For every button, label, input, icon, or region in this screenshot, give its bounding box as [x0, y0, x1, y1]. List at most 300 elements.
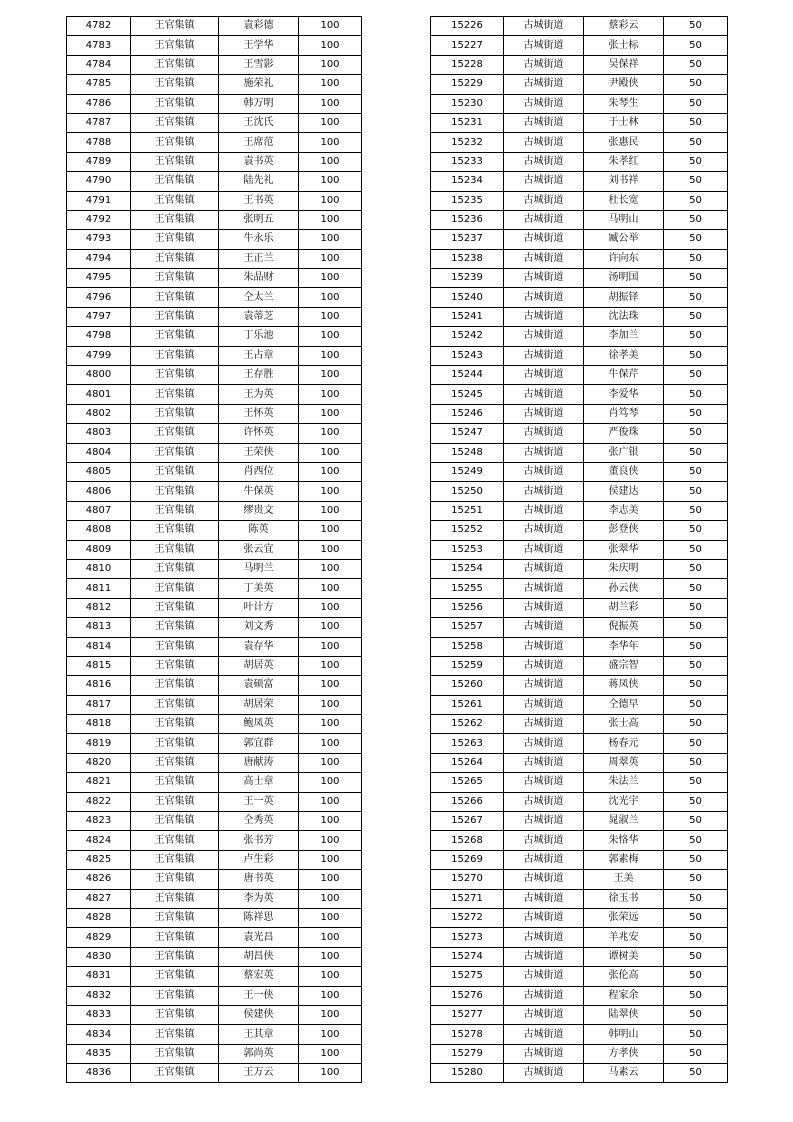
town-cell: 古城街道 [504, 269, 584, 288]
row-number-cell: 15245 [431, 385, 504, 404]
row-number-cell: 4807 [67, 501, 131, 520]
row-number-cell: 4803 [67, 424, 131, 443]
table-row [67, 812, 362, 831]
table-row [431, 656, 728, 675]
row-number-cell: 15272 [431, 908, 504, 927]
town-cell: 古城街道 [504, 870, 584, 889]
name-cell: 王正兰 [219, 249, 299, 268]
name-cell: 王占章 [219, 346, 299, 365]
name-cell: 肖西位 [219, 462, 299, 481]
amount-cell: 50 [664, 792, 728, 811]
amount-cell: 100 [299, 36, 362, 55]
amount-cell: 100 [299, 1064, 362, 1083]
amount-cell: 50 [664, 773, 728, 792]
row-number-cell: 4789 [67, 152, 131, 171]
amount-cell: 50 [664, 870, 728, 889]
town-cell: 王官集镇 [131, 908, 219, 927]
name-cell: 仝太兰 [219, 288, 299, 307]
table-row [431, 172, 728, 191]
row-number-cell: 15231 [431, 113, 504, 132]
row-number-cell: 4784 [67, 55, 131, 74]
amount-cell: 50 [664, 850, 728, 869]
name-cell: 李爱华 [584, 385, 664, 404]
row-number-cell: 15232 [431, 133, 504, 152]
amount-cell: 100 [299, 462, 362, 481]
table-row [67, 1025, 362, 1044]
town-cell: 古城街道 [504, 288, 584, 307]
town-cell: 古城街道 [504, 443, 584, 462]
table-row [67, 482, 362, 501]
row-number-cell: 15244 [431, 366, 504, 385]
town-cell: 古城街道 [504, 191, 584, 210]
table-row [67, 75, 362, 94]
row-number-cell: 15228 [431, 55, 504, 74]
town-cell: 古城街道 [504, 521, 584, 540]
town-cell: 王官集镇 [131, 598, 219, 617]
town-cell: 古城街道 [504, 55, 584, 74]
amount-cell: 50 [664, 346, 728, 365]
town-cell: 古城街道 [504, 75, 584, 94]
table-row [67, 1005, 362, 1024]
amount-cell: 50 [664, 1025, 728, 1044]
row-number-cell: 4834 [67, 1025, 131, 1044]
name-cell: 胡居荣 [219, 695, 299, 714]
table-row [67, 967, 362, 986]
row-number-cell: 4821 [67, 773, 131, 792]
row-number-cell: 15249 [431, 462, 504, 481]
amount-cell: 50 [664, 443, 728, 462]
town-cell: 王官集镇 [131, 734, 219, 753]
name-cell: 王书英 [219, 191, 299, 210]
name-cell: 胡居英 [219, 656, 299, 675]
town-cell: 古城街道 [504, 1025, 584, 1044]
row-number-cell: 4793 [67, 230, 131, 249]
row-number-cell: 15258 [431, 637, 504, 656]
amount-cell: 100 [299, 17, 362, 36]
table-row [67, 1044, 362, 1063]
row-number-cell: 15240 [431, 288, 504, 307]
town-cell: 王官集镇 [131, 870, 219, 889]
amount-cell: 100 [299, 424, 362, 443]
table-row [67, 366, 362, 385]
row-number-cell: 15280 [431, 1064, 504, 1083]
roster-table-right [430, 16, 728, 1083]
amount-cell: 100 [299, 404, 362, 423]
name-cell: 沈法珠 [584, 307, 664, 326]
name-cell: 王万云 [219, 1064, 299, 1083]
town-cell: 王官集镇 [131, 1005, 219, 1024]
row-number-cell: 15227 [431, 36, 504, 55]
table-row [431, 17, 728, 36]
town-cell: 王官集镇 [131, 172, 219, 191]
town-cell: 王官集镇 [131, 947, 219, 966]
town-cell: 王官集镇 [131, 1064, 219, 1083]
amount-cell: 100 [299, 1005, 362, 1024]
row-number-cell: 15268 [431, 831, 504, 850]
table-row [67, 559, 362, 578]
amount-cell: 50 [664, 269, 728, 288]
name-cell: 仝秀英 [219, 812, 299, 831]
row-number-cell: 15234 [431, 172, 504, 191]
name-cell: 朱法兰 [584, 773, 664, 792]
name-cell: 韩万明 [219, 94, 299, 113]
name-cell: 仝德早 [584, 695, 664, 714]
town-cell: 古城街道 [504, 831, 584, 850]
amount-cell: 100 [299, 579, 362, 598]
amount-cell: 50 [664, 36, 728, 55]
name-cell: 王荣侠 [219, 443, 299, 462]
town-cell: 王官集镇 [131, 521, 219, 540]
name-cell: 袁彩德 [219, 17, 299, 36]
town-cell: 王官集镇 [131, 269, 219, 288]
name-cell: 徐孝美 [584, 346, 664, 365]
town-cell: 王官集镇 [131, 715, 219, 734]
amount-cell: 50 [664, 967, 728, 986]
row-number-cell: 4796 [67, 288, 131, 307]
table-row [431, 928, 728, 947]
town-cell: 王官集镇 [131, 346, 219, 365]
amount-cell: 50 [664, 986, 728, 1005]
town-cell: 古城街道 [504, 424, 584, 443]
table-row [67, 288, 362, 307]
row-number-cell: 15254 [431, 559, 504, 578]
row-number-cell: 4831 [67, 967, 131, 986]
row-number-cell: 15255 [431, 579, 504, 598]
table-row [67, 618, 362, 637]
amount-cell: 100 [299, 753, 362, 772]
table-row [431, 521, 728, 540]
row-number-cell: 4799 [67, 346, 131, 365]
row-number-cell: 15241 [431, 307, 504, 326]
amount-cell: 100 [299, 55, 362, 74]
name-cell: 唐书英 [219, 870, 299, 889]
table-row [67, 36, 362, 55]
row-number-cell: 4819 [67, 734, 131, 753]
name-cell: 刘文秀 [219, 618, 299, 637]
row-number-cell: 15226 [431, 17, 504, 36]
table-row [67, 986, 362, 1005]
town-cell: 古城街道 [504, 947, 584, 966]
row-number-cell: 4829 [67, 928, 131, 947]
amount-cell: 50 [664, 734, 728, 753]
town-cell: 古城街道 [504, 462, 584, 481]
town-cell: 古城街道 [504, 501, 584, 520]
town-cell: 王官集镇 [131, 831, 219, 850]
amount-cell: 50 [664, 618, 728, 637]
row-number-cell: 15277 [431, 1005, 504, 1024]
town-cell: 王官集镇 [131, 559, 219, 578]
amount-cell: 100 [299, 618, 362, 637]
town-cell: 王官集镇 [131, 191, 219, 210]
amount-cell: 50 [664, 559, 728, 578]
amount-cell: 100 [299, 482, 362, 501]
table-row [431, 307, 728, 326]
row-number-cell: 15246 [431, 404, 504, 423]
name-cell: 郭宜群 [219, 734, 299, 753]
town-cell: 古城街道 [504, 598, 584, 617]
table-row [67, 637, 362, 656]
name-cell: 王学华 [219, 36, 299, 55]
amount-cell: 100 [299, 695, 362, 714]
town-cell: 王官集镇 [131, 366, 219, 385]
table-row [431, 850, 728, 869]
amount-cell: 50 [664, 191, 728, 210]
row-number-cell: 15276 [431, 986, 504, 1005]
table-row [67, 676, 362, 695]
row-number-cell: 15264 [431, 753, 504, 772]
amount-cell: 50 [664, 210, 728, 229]
table-row [67, 695, 362, 714]
row-number-cell: 4811 [67, 579, 131, 598]
town-cell: 古城街道 [504, 773, 584, 792]
amount-cell: 50 [664, 55, 728, 74]
name-cell: 袁存华 [219, 637, 299, 656]
table-row [67, 385, 362, 404]
name-cell: 肖笃琴 [584, 404, 664, 423]
row-number-cell: 4812 [67, 598, 131, 617]
row-number-cell: 4814 [67, 637, 131, 656]
table-row [67, 734, 362, 753]
town-cell: 古城街道 [504, 695, 584, 714]
name-cell: 谭树美 [584, 947, 664, 966]
amount-cell: 100 [299, 191, 362, 210]
name-cell: 汤明国 [584, 269, 664, 288]
row-number-cell: 4826 [67, 870, 131, 889]
amount-cell: 50 [664, 424, 728, 443]
amount-cell: 50 [664, 404, 728, 423]
table-row [431, 230, 728, 249]
amount-cell: 100 [299, 501, 362, 520]
town-cell: 王官集镇 [131, 462, 219, 481]
town-cell: 王官集镇 [131, 540, 219, 559]
town-cell: 古城街道 [504, 230, 584, 249]
row-number-cell: 4824 [67, 831, 131, 850]
row-number-cell: 4820 [67, 753, 131, 772]
amount-cell: 100 [299, 656, 362, 675]
amount-cell: 100 [299, 1025, 362, 1044]
amount-cell: 50 [664, 133, 728, 152]
amount-cell: 100 [299, 812, 362, 831]
name-cell: 韩明山 [584, 1025, 664, 1044]
amount-cell: 100 [299, 559, 362, 578]
name-cell: 胡昌侠 [219, 947, 299, 966]
row-number-cell: 4791 [67, 191, 131, 210]
town-cell: 古城街道 [504, 133, 584, 152]
table-row [431, 346, 728, 365]
table-row [67, 792, 362, 811]
amount-cell: 50 [664, 928, 728, 947]
row-number-cell: 4835 [67, 1044, 131, 1063]
row-number-cell: 4817 [67, 695, 131, 714]
amount-cell: 100 [299, 1044, 362, 1063]
amount-cell: 50 [664, 307, 728, 326]
row-number-cell: 15236 [431, 210, 504, 229]
town-cell: 王官集镇 [131, 75, 219, 94]
town-cell: 古城街道 [504, 792, 584, 811]
table-row [431, 501, 728, 520]
amount-cell: 50 [664, 656, 728, 675]
table-row [67, 191, 362, 210]
table-row [431, 191, 728, 210]
amount-cell: 100 [299, 443, 362, 462]
town-cell: 王官集镇 [131, 113, 219, 132]
row-number-cell: 15274 [431, 947, 504, 966]
amount-cell: 50 [664, 327, 728, 346]
town-cell: 古城街道 [504, 346, 584, 365]
amount-cell: 100 [299, 792, 362, 811]
name-cell: 陆先礼 [219, 172, 299, 191]
roster-table-left-body [67, 17, 362, 1083]
town-cell: 王官集镇 [131, 230, 219, 249]
amount-cell: 50 [664, 482, 728, 501]
table-row [67, 152, 362, 171]
name-cell: 王其章 [219, 1025, 299, 1044]
town-cell: 古城街道 [504, 1044, 584, 1063]
amount-cell: 100 [299, 598, 362, 617]
amount-cell: 100 [299, 947, 362, 966]
table-row [431, 424, 728, 443]
name-cell: 卢生彩 [219, 850, 299, 869]
town-cell: 古城街道 [504, 307, 584, 326]
table-row [431, 637, 728, 656]
name-cell: 牛保英 [219, 482, 299, 501]
row-number-cell: 4790 [67, 172, 131, 191]
row-number-cell: 4800 [67, 366, 131, 385]
name-cell: 方孝侠 [584, 1044, 664, 1063]
row-number-cell: 4782 [67, 17, 131, 36]
amount-cell: 50 [664, 579, 728, 598]
amount-cell: 100 [299, 288, 362, 307]
name-cell: 沈光宇 [584, 792, 664, 811]
town-cell: 王官集镇 [131, 36, 219, 55]
table-row [67, 172, 362, 191]
amount-cell: 50 [664, 230, 728, 249]
name-cell: 张士标 [584, 36, 664, 55]
row-number-cell: 15265 [431, 773, 504, 792]
amount-cell: 50 [664, 288, 728, 307]
name-cell: 陆翠侠 [584, 1005, 664, 1024]
row-number-cell: 15235 [431, 191, 504, 210]
town-cell: 古城街道 [504, 210, 584, 229]
row-number-cell: 15247 [431, 424, 504, 443]
name-cell: 杜长宽 [584, 191, 664, 210]
town-cell: 古城街道 [504, 385, 584, 404]
row-number-cell: 15259 [431, 656, 504, 675]
name-cell: 张广银 [584, 443, 664, 462]
name-cell: 胡振铎 [584, 288, 664, 307]
town-cell: 王官集镇 [131, 928, 219, 947]
name-cell: 郭素梅 [584, 850, 664, 869]
table-row [431, 404, 728, 423]
amount-cell: 100 [299, 307, 362, 326]
amount-cell: 100 [299, 986, 362, 1005]
row-number-cell: 4816 [67, 676, 131, 695]
name-cell: 袁光昌 [219, 928, 299, 947]
amount-cell: 100 [299, 850, 362, 869]
name-cell: 胡兰彩 [584, 598, 664, 617]
town-cell: 王官集镇 [131, 676, 219, 695]
town-cell: 王官集镇 [131, 133, 219, 152]
row-number-cell: 4815 [67, 656, 131, 675]
name-cell: 张书芳 [219, 831, 299, 850]
row-number-cell: 4808 [67, 521, 131, 540]
amount-cell: 100 [299, 385, 362, 404]
name-cell: 蒋凤侠 [584, 676, 664, 695]
row-number-cell: 4805 [67, 462, 131, 481]
name-cell: 许向东 [584, 249, 664, 268]
amount-cell: 100 [299, 133, 362, 152]
town-cell: 王官集镇 [131, 1044, 219, 1063]
table-row [67, 443, 362, 462]
amount-cell: 50 [664, 249, 728, 268]
row-number-cell: 15256 [431, 598, 504, 617]
table-row [67, 327, 362, 346]
amount-cell: 100 [299, 327, 362, 346]
amount-cell: 100 [299, 94, 362, 113]
amount-cell: 100 [299, 269, 362, 288]
table-row [67, 210, 362, 229]
name-cell: 朱琴生 [584, 94, 664, 113]
amount-cell: 50 [664, 17, 728, 36]
amount-cell: 100 [299, 637, 362, 656]
name-cell: 李华年 [584, 637, 664, 656]
name-cell: 晁淑兰 [584, 812, 664, 831]
row-number-cell: 4802 [67, 404, 131, 423]
amount-cell: 100 [299, 540, 362, 559]
table-row [67, 540, 362, 559]
town-cell: 古城街道 [504, 94, 584, 113]
table-row [431, 676, 728, 695]
name-cell: 朱恪华 [584, 831, 664, 850]
name-cell: 张士高 [584, 715, 664, 734]
table-row [67, 598, 362, 617]
name-cell: 郭尚英 [219, 1044, 299, 1063]
table-row [431, 734, 728, 753]
town-cell: 王官集镇 [131, 249, 219, 268]
town-cell: 古城街道 [504, 249, 584, 268]
name-cell: 袁书英 [219, 152, 299, 171]
amount-cell: 50 [664, 598, 728, 617]
town-cell: 王官集镇 [131, 307, 219, 326]
town-cell: 古城街道 [504, 172, 584, 191]
row-number-cell: 15237 [431, 230, 504, 249]
town-cell: 王官集镇 [131, 424, 219, 443]
name-cell: 张伦高 [584, 967, 664, 986]
name-cell: 丁乐池 [219, 327, 299, 346]
name-cell: 王沈氏 [219, 113, 299, 132]
name-cell: 鲍凤英 [219, 715, 299, 734]
name-cell: 羊兆安 [584, 928, 664, 947]
town-cell: 古城街道 [504, 656, 584, 675]
amount-cell: 100 [299, 831, 362, 850]
table-row [431, 113, 728, 132]
row-number-cell: 4801 [67, 385, 131, 404]
name-cell: 唐献涛 [219, 753, 299, 772]
town-cell: 王官集镇 [131, 986, 219, 1005]
town-cell: 王官集镇 [131, 753, 219, 772]
name-cell: 蔡宏英 [219, 967, 299, 986]
row-number-cell: 15275 [431, 967, 504, 986]
row-number-cell: 15253 [431, 540, 504, 559]
name-cell: 高士章 [219, 773, 299, 792]
row-number-cell: 4818 [67, 715, 131, 734]
town-cell: 古城街道 [504, 152, 584, 171]
name-cell: 倪振英 [584, 618, 664, 637]
town-cell: 王官集镇 [131, 773, 219, 792]
table-row [431, 55, 728, 74]
row-number-cell: 4809 [67, 540, 131, 559]
row-number-cell: 4806 [67, 482, 131, 501]
